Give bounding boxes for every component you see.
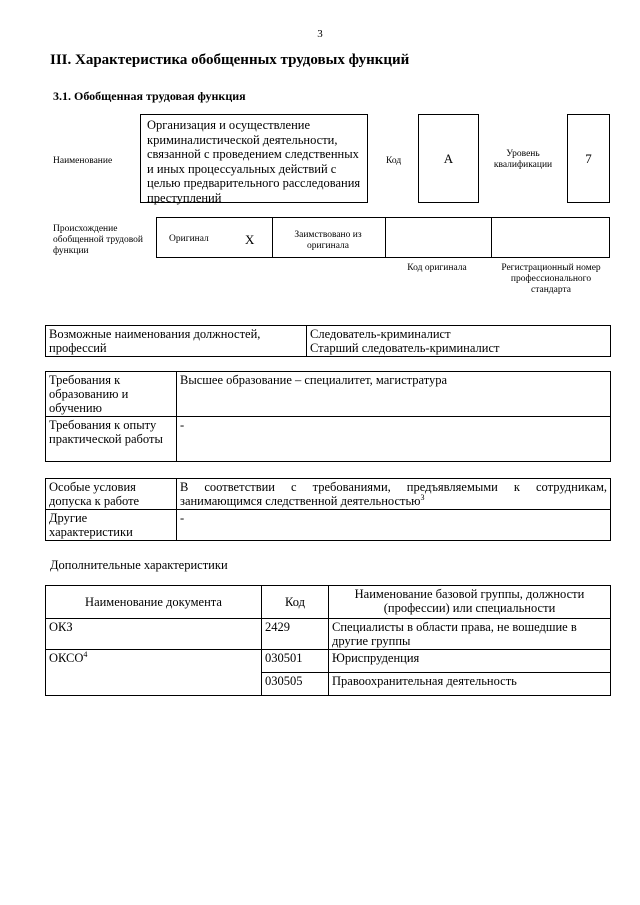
level-label: Уровень квалификации (493, 149, 553, 170)
header-code: Код (262, 586, 329, 619)
code-cell: 2429 (262, 619, 329, 650)
requirement-value: Высшее образование – специалитет, магистратура (177, 372, 611, 417)
positions-values (307, 326, 611, 357)
function-code-box: А (418, 114, 479, 203)
reg-number-label: Регистрационный номер профессионального стандарта (501, 263, 601, 295)
code-cell: 030505 (262, 673, 329, 696)
additional-title: Дополнительные характеристики (50, 558, 228, 572)
qualification-level-box: 7 (567, 114, 610, 203)
name-label: Наименование (53, 156, 113, 166)
footnote-mark: 3 (420, 492, 425, 502)
position-item: Следователь-криминалист (310, 327, 451, 341)
requirement-row (46, 372, 611, 417)
group-name-cell: Специалисты в области права, не вошедшие в другие группы (329, 619, 611, 650)
borrowed-cell (272, 218, 386, 257)
origin-row (156, 217, 610, 258)
group-name-cell: Юриспруденция (329, 650, 611, 673)
function-name-box: Организация и осуществление криминалистической деятельности, связанной с проведением следственных и иных процессуальных действий с целью предварительного расследования преступлений (140, 114, 368, 203)
requirement-row (46, 417, 611, 462)
section-title: III. Характеристика обобщенных трудовых функций (50, 52, 410, 68)
footnote-mark: 4 (83, 649, 88, 659)
code-cell: 030501 (262, 650, 329, 673)
code-label: Код (386, 156, 402, 166)
header-doc: Наименование документа (46, 586, 262, 619)
original-code-label: Код оригинала (407, 263, 467, 273)
original-cell (157, 218, 273, 257)
group-name-cell: Правоохранительная деятельность (329, 673, 611, 696)
condition-label: Другие характеристики (46, 510, 177, 541)
condition-label: Особые условия допуска к работе (46, 479, 177, 510)
conditions-table (45, 478, 611, 541)
original-code-cell (385, 218, 492, 257)
requirement-value: - (177, 417, 611, 462)
positions-label: Возможные наименования должностей, профессий (46, 326, 307, 357)
borrowed-label: Заимствовано из оригинала (294, 230, 362, 251)
condition-value: - (177, 510, 611, 541)
doc-cell: ОКЗ (46, 619, 262, 650)
original-mark: X (245, 232, 255, 247)
reg-number-cell (491, 218, 609, 257)
page-number: 3 (317, 28, 323, 40)
condition-row (46, 510, 611, 541)
table-row (46, 650, 611, 673)
origin-label: Происхождение обобщенной трудовой функции (53, 224, 143, 256)
header-name: Наименование базовой группы, должности (профессии) или специальности (329, 586, 611, 619)
original-label: Оригинал (169, 234, 209, 244)
requirement-label: Требования к образованию и обучению (46, 372, 177, 417)
table-row (46, 619, 611, 650)
condition-value: В соответствии с требованиями, предъявляемыми к сотрудникам, занимающимся следственной деятельностью$^3$ (177, 479, 611, 510)
condition-row (46, 479, 611, 510)
requirement-label: Требования к опыту практической работы (46, 417, 177, 462)
additional-table (45, 585, 611, 696)
requirements-table (45, 371, 611, 462)
position-item: Старший следователь-криминалист (310, 341, 500, 355)
subsection-title: 3.1. Обобщенная трудовая функция (53, 89, 246, 103)
header-row (46, 586, 611, 619)
doc-cell: ОКСО$^4$ (46, 650, 262, 696)
positions-table (45, 325, 611, 357)
